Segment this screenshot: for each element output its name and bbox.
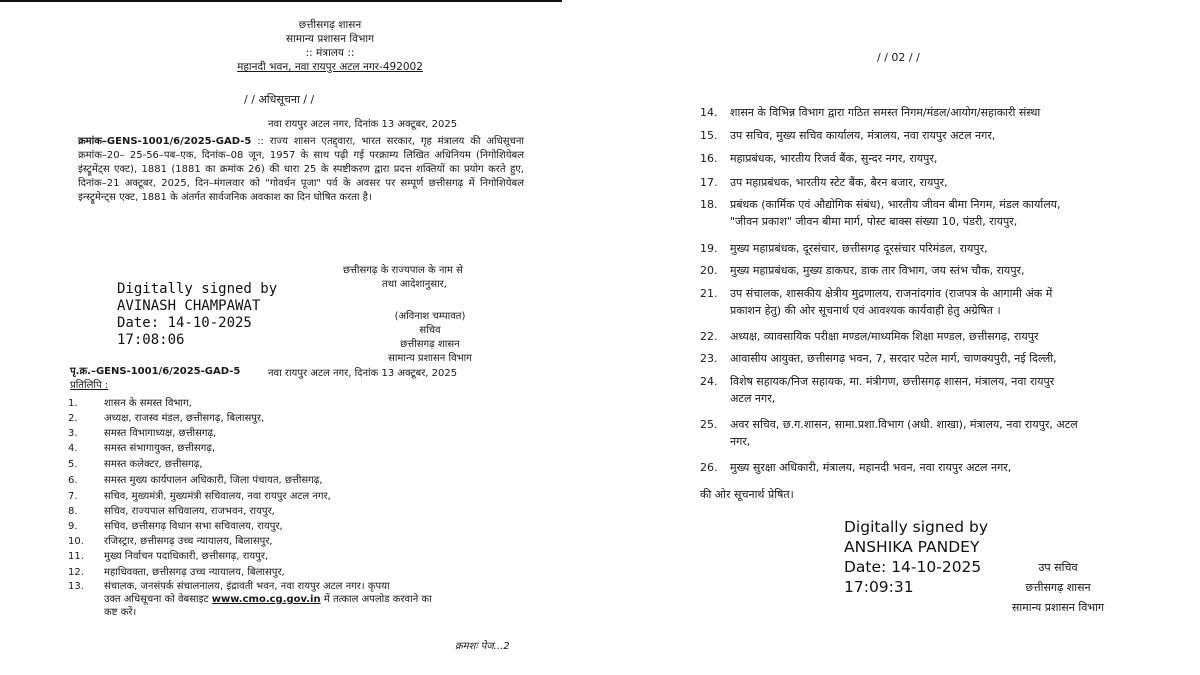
header-dept: सामान्य प्रशासन विभाग bbox=[285, 33, 374, 45]
signatory-title: उप सचिव bbox=[1038, 561, 1078, 574]
list-item: 4. समस्त संभागायुक्त, छत्तीसगढ़, bbox=[68, 443, 216, 454]
list-item-13: 13. संचालक, जनसंपर्क संचालनालय, इंद्रावती भवन, नवा रायपुर अटल नगर। कृपया उक्त अधिसूचना को वेबसाइट www.cmo.cg.gov.in में तत्काल अपलोड करवाने का कष्ट करें। bbox=[68, 581, 432, 618]
list-item: 15. उप सचिव, मुख्य सचिव कार्यालय, मंत्रालय, नवा रायपुर अटल नगर, bbox=[700, 129, 996, 142]
signature-name: AVINASH CHAMPAWAT bbox=[117, 298, 261, 314]
list-item: 6. समस्त मुख्य कार्यपालन अधिकारी, जिला पंचायत, छत्तीसगढ़, bbox=[68, 475, 323, 486]
reference-number: क्रमांक–GENS-1001/6/2025-GAD-5 bbox=[78, 136, 252, 147]
page-number: / / 02 / / bbox=[877, 51, 920, 64]
list-item: 25. अवर सचिव, छ.ग.शासन, सामा.प्रशा.विभाग (अधी. शाखा), मंत्रालय, नवा रायपुर, अटल नगर, bbox=[700, 418, 1078, 448]
document-page-1 bbox=[0, 0, 562, 675]
list-item: 7. सचिव, मुख्यमंत्री, मुख्यमंत्री सचिवालय, नवा रायपुर अटल नगर, bbox=[68, 491, 331, 502]
list-item: 8. सचिव, राज्यपाल सचिवालय, राजभवन, रायपुर, bbox=[68, 506, 275, 517]
body-text: की अधिसूचना क्रमांक–20– 25-56–पब–एक, दिनांक–08 जून, 1957 के साथ पढ़ी गई परक्राम्य लिखित अधिनियम (निगोशियेबल इंस्ट्रूमेंट्स एक्ट), 1881 (1881 का क्रमांक 26) की धारा 25 के स्पष्टीकरण द्वारा प्रदत्त शक्तियों का प्रयोग करते हुए, दिनांक–21 अक्टूबर, 2025, दिन–मंगलवार को "गोवर्धन पूजा" पर्व के अवसर पर सम्पूर्ण छत्तीसगढ़ में निगोशियेबल इन्स्ट्रूमेन्ट्स एक्ट, 1881 के अंतर्गत सार्वजनिक अवकाश का दिन घोषित करता है। bbox=[78, 136, 524, 203]
notification-dateline: नवा रायपुर अटल नगर, दिनांक 13 अक्टूबर, 2025 bbox=[268, 119, 458, 130]
list-item: 22. अध्यक्ष, व्यावसायिक परीक्षा मण्डल/माध्यमिक शिक्षा मण्डल, छत्तीसगढ़, रायपुर bbox=[700, 330, 1039, 343]
top-rule bbox=[0, 0, 562, 2]
list-item: 18. प्रबंधक (कार्मिक एवं औद्योगिक संबंध), भारतीय जीवन बीमा निगम, मंडल कार्यालय, "जीवन प्रकाश" जीवन बीमा मार्ग, पोस्ट बाक्स संख्या 10, पंडरी, रायपुर, bbox=[700, 198, 1061, 228]
list-item: 19. मुख्य महाप्रबंधक, दूरसंचार, छत्तीसगढ़ दूरसंचार परिमंडल, रायपुर, bbox=[700, 242, 988, 255]
governor-order-line1: छत्तीसगढ़ के राज्यपाल के नाम से bbox=[343, 265, 463, 276]
header-block bbox=[150, 18, 510, 74]
list-item: 5. समस्त कलेक्टर, छत्तीसगढ़, bbox=[68, 459, 203, 470]
signatory-dept: सामान्य प्रशासन विभाग bbox=[1011, 601, 1105, 614]
list-item: 16. महाप्रबंधक, भारतीय रिजर्व बैंक, सुन्दर नगर, रायपुर, bbox=[700, 152, 938, 165]
notification-body bbox=[78, 135, 524, 205]
signature-line1: Digitally signed by bbox=[117, 281, 278, 297]
header-mantralaya: :: मंत्रालय :: bbox=[305, 47, 355, 59]
copy-to-heading: प्रतिलिपि : bbox=[70, 380, 109, 391]
body-first-line: :: राज्य शासन एतद्द्वारा, भारत सरकार, गृह मंत्रालय bbox=[257, 136, 465, 147]
list-item: 26. मुख्य सुरक्षा अधिकारी, मंत्रालय, महानदी भवन, नवा रायपुर अटल नगर, bbox=[700, 461, 1012, 474]
digital-signature bbox=[844, 517, 988, 597]
signatory-dept: सामान्य प्रशासन विभाग bbox=[388, 353, 472, 364]
notification-title: / / अधिसूचना / / bbox=[244, 93, 315, 106]
list-item: 12. महाधिवक्ता, छत्तीसगढ़ उच्च न्यायालय, बिलासपुर, bbox=[68, 567, 285, 578]
signature-name: ANSHIKA PANDEY bbox=[844, 538, 980, 556]
signatory-org: छत्तीसगढ़ शासन bbox=[1025, 581, 1091, 594]
signature-line1: Digitally signed by bbox=[844, 518, 989, 536]
signatory-block bbox=[370, 310, 490, 366]
forwarded-note: की ओर सूचनार्थ प्रेषित। bbox=[700, 488, 794, 501]
signatory-title: सचिव bbox=[419, 325, 441, 336]
list-item: 2. अध्यक्ष, राजस्व मंडल, छत्तीसगढ़, बिलासपुर, bbox=[68, 413, 265, 424]
list-item: 23. आवासीय आयुक्त, छत्तीसगढ़ भवन, 7, सरदार पटेल मार्ग, चाणक्यपुरी, नई दिल्ली, bbox=[700, 352, 1057, 365]
continued-note: क्रमशः पेज...2 bbox=[455, 641, 510, 652]
signature-time: 17:09:31 bbox=[844, 578, 914, 596]
list-item: 3. समस्त विभागाध्यक्ष, छत्तीसगढ़, bbox=[68, 428, 217, 439]
list-item: 9. सचिव, छत्तीसगढ़ विधान सभा सचिवालय, रायपुर, bbox=[68, 521, 283, 532]
signature-date: Date: 14-10-2025 bbox=[117, 315, 252, 331]
list-item: 1. शासन के समस्त विभाग, bbox=[68, 398, 192, 409]
website-link[interactable]: www.cmo.cg.gov.in bbox=[211, 594, 321, 605]
list-item: 24. विशेष सहायक/निज सहायक, मा. मंत्रीगण, छत्तीसगढ़ शासन, मंत्रालय, नवा रायपुर अटल नगर, bbox=[700, 375, 1055, 405]
signatory-block bbox=[998, 558, 1118, 618]
governor-order-line2: तथा आदेशानुसार, bbox=[382, 279, 447, 290]
endorsement-date: नवा रायपुर अटल नगर, दिनांक 13 अक्टूबर, 2025 bbox=[268, 368, 458, 379]
list-item: 10. रजिस्ट्रार, छत्तीसगढ़ उच्च न्यायालय, बिलासपुर, bbox=[68, 536, 273, 547]
signatory-name: (अविनाश चम्पावत) bbox=[394, 311, 466, 322]
header-gov: छत्तीसगढ़ शासन bbox=[298, 19, 362, 31]
endorsement-ref: पृ.क्र.–GENS-1001/6/2025-GAD-5 bbox=[70, 366, 241, 377]
digital-signature bbox=[117, 281, 277, 349]
header-address: महानदी भवन, नवा रायपुर अटल नगर-492002 bbox=[237, 61, 423, 73]
signature-date: Date: 14-10-2025 bbox=[844, 558, 982, 576]
signatory-org: छत्तीसगढ़ शासन bbox=[400, 339, 460, 350]
list-item: 20. मुख्य महाप्रबंधक, मुख्य डाकघर, डाक तार विभाग, जय स्तंभ चौक, रायपुर, bbox=[700, 264, 1025, 277]
list-item: 17. उप महाप्रबंधक, भारतीय स्टेट बैंक, बैरन बजार, रायपुर, bbox=[700, 176, 948, 189]
document-page-2 bbox=[600, 0, 1200, 675]
list-item: 21. उप संचालक, शासकीय क्षेत्रीय मुद्रणालय, राजनांदगांव (राजपत्र के आगामी अंक में प्रकाशन हेतु) की ओर सूचनार्थ एवं आवश्यक कार्यवाही हेतु अग्रेषित । bbox=[700, 287, 1053, 317]
list-item: 14. शासन के विभिन्न विभाग द्वारा गठित समस्त निगम/मंडल/आयोग/सहाकारी संस्था bbox=[700, 106, 1041, 119]
list-item: 11. मुख्य निर्वाचन पदाधिकारी, छत्तीसगढ़, रायपुर, bbox=[68, 551, 269, 562]
signature-time: 17:08:06 bbox=[117, 332, 185, 348]
